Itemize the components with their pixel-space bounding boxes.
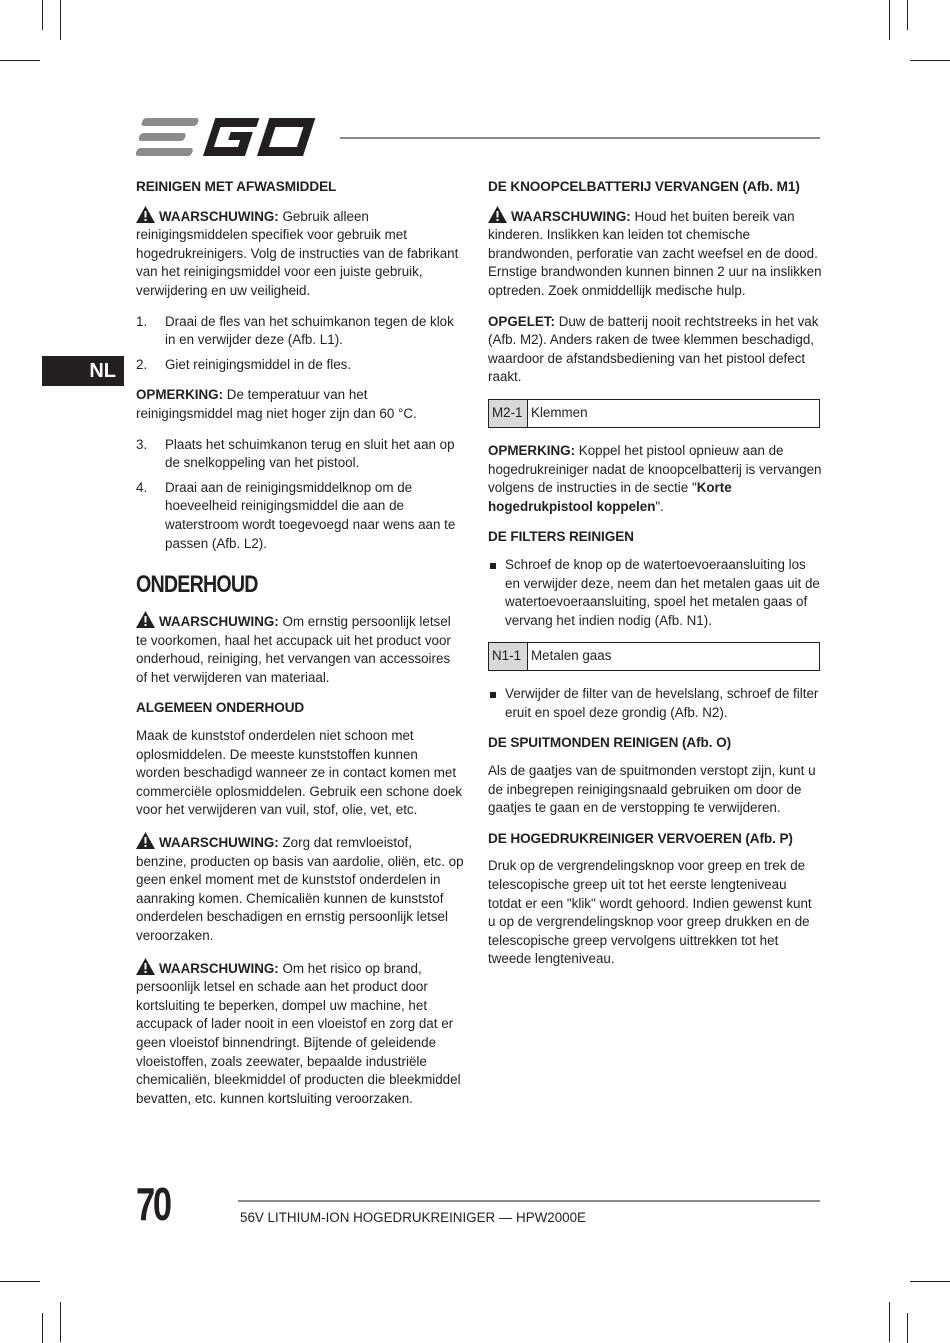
body-paragraph: Maak de kunststof onderdelen niet schoon met oplosmiddelen. De meeste kunststoffen kunnen worden beschadigd wanneer ze in contact komen met commerciële oplosmiddelen. Gebruik een schone doek voor het verwijderen van vuil, stof, olie, vet, etc.: [136, 728, 463, 818]
note-paragraph: [136, 386, 464, 423]
body-paragraph: Druk op de vergrendelingsknop voor greep en trek de telescopische greep uit tot het eerste lengteniveau totdat er een "klik" wordt gehoord. Indien gewenst kunt u op de vergrendelingsknop voor greep drukken en de telescopische greep vervolgens uittrekken tot het tweede lengteniveau.: [488, 858, 812, 967]
body-paragraph: Als de gaatjes van de spuitmonden verstopt zijn, kunt u de inbegrepen reinigingsnaald gebruiken om door de gaatjes te gaan en de verstopping te verwijderen.: [488, 763, 816, 816]
warning-paragraph: [136, 206, 464, 301]
note-text: Koppel het pistool opnieuw aan de hogedrukreiniger nadat de knoopcelbatterij is vervangen volgens de instructies in de sectie ": [488, 442, 822, 496]
warning-triangle-icon: [488, 206, 507, 223]
table-row: [489, 643, 820, 671]
crop-mark: [0, 60, 40, 61]
step-list: [136, 436, 464, 554]
caution-paragraph: [488, 313, 822, 387]
step-text: Draai de fles van het schuimkanon tegen de klok in en verwijder deze (Afb. L1).: [165, 313, 454, 348]
warning-text: Zorg dat remvloeistof, benzine, producten op basis van aardolie, oliën, etc. op geen enkel moment met de kunststof onderdelen in aanraking komen. Chemicaliën kunnen de kunststof onderdelen beschadigen en ernstig persoonlijk letsel veroorzaken.: [136, 835, 464, 943]
crop-mark: [60, 0, 61, 40]
legend-key: N1-1: [489, 643, 528, 671]
warning-label: WAARSCHUWING:: [159, 835, 279, 851]
legend-value: Klemmen: [528, 399, 820, 427]
list-item: [488, 556, 822, 630]
header-rule: [340, 137, 820, 139]
language-tab: NL: [42, 356, 124, 386]
table-row: [489, 399, 820, 427]
step-number: 2.: [136, 356, 148, 372]
step-number: 4.: [136, 479, 148, 495]
section-heading: DE HOGEDRUKREINIGER VERVOEREN (Afb. P): [488, 830, 793, 846]
warning-text: Om ernstig persoonlijk letsel te voorkomen, haal het accupack uit het product voor onderhoud, reiniging, het vervangen van accessoires of het verwijderen van materiaal.: [136, 614, 451, 685]
footer-rule: [238, 1200, 820, 1202]
warning-label: WAARSCHUWING:: [511, 208, 631, 224]
section-heading: REINIGEN MET AFWASMIDDEL: [136, 179, 337, 194]
note-label: OPMERKING:: [136, 387, 224, 403]
step-number: 1.: [136, 313, 148, 329]
section-heading: ALGEMEEN ONDERHOUD: [136, 700, 305, 716]
section-heading: DE KNOOPCELBATTERIJ VERVANGEN (Afb. M1): [488, 179, 800, 194]
note-end: ".: [655, 498, 664, 514]
warning-paragraph: [488, 206, 822, 301]
crop-mark: [907, 0, 908, 30]
warning-triangle-icon: [136, 206, 155, 223]
footer-title: 56V LITHIUM-ION HOGEDRUKREINIGER — HPW2000E: [240, 1210, 586, 1225]
crop-mark: [910, 60, 950, 61]
warning-text: Om het risico op brand, persoonlijk letsel en schade aan het product door kortsluiting te beperken, dompel uw machine, het accupack of lader nooit in een vloeistof en zorg dat er geen vloeistof binnendringt. Bijtende of geleidende vloeistoffen, zoals zeewater, bepaalde industriële chemicaliën, bleekmiddel of producten die bleekmiddel bevatten, etc. kunnen kortsluiting veroorzaken.: [136, 960, 461, 1106]
bullet-list: [488, 685, 822, 722]
crop-mark: [60, 1302, 61, 1342]
legend-value: Metalen gaas: [528, 643, 820, 671]
crop-mark: [907, 1313, 908, 1343]
warning-triangle-icon: [136, 611, 155, 628]
crop-mark: [0, 1281, 40, 1282]
caution-text: Duw de batterij nooit rechtstreeks in het vak (Afb. M2). Anders raken de twee klemmen beschadigd, waardoor de afstandsbediening van het pistool defect raakt.: [488, 313, 819, 385]
step-number: 3.: [136, 436, 148, 452]
crop-mark: [910, 1281, 950, 1282]
left-column: [136, 178, 464, 1120]
warning-paragraph: [136, 832, 464, 946]
note-text: De temperatuur van het reinigingsmiddel mag niet hoger zijn dan 60 °C.: [136, 387, 417, 421]
warning-text: Gebruik alleen reinigingsmiddelen specifiek voor gebruik met hogedrukreinigers. Volg de instructies van de fabrikant van het reinigingsmiddel voor een juiste gebruik, verwijdering en uw veiligheid.: [136, 208, 459, 298]
legend-table: [488, 399, 820, 428]
bullet-list: [488, 556, 822, 630]
list-item: [136, 313, 464, 350]
note-paragraph: [488, 442, 822, 516]
step-text: Plaats het schuimkanon terug en sluit het aan op de snelkoppeling van het pistool.: [165, 436, 455, 471]
bullet-square-icon: [490, 563, 496, 569]
list-item: [136, 479, 464, 553]
legend-table: [488, 642, 820, 671]
step-list: [136, 313, 464, 375]
section-heading: DE SPUITMONDEN REINIGEN (Afb. O): [488, 735, 732, 751]
caution-label: OPGELET:: [488, 313, 555, 329]
step-text: Draai aan de reinigingsmiddelknop om de hoeveelheid reinigingsmiddel die aan de waterstroom wordt toegevoegd naar wens aan te passen (Afb. L2).: [165, 479, 456, 551]
list-item: [136, 436, 464, 473]
crop-mark: [889, 0, 890, 40]
warning-label: WAARSCHUWING:: [159, 208, 279, 224]
step-text: Giet reinigingsmiddel in de fles.: [165, 356, 352, 372]
list-item: [136, 356, 464, 375]
warning-label: WAARSCHUWING:: [159, 614, 279, 630]
page-number: 70: [136, 1178, 170, 1230]
legend-key: M2-1: [489, 399, 528, 427]
chapter-heading: ONDERHOUD: [136, 571, 258, 599]
bullet-text: Verwijder de filter van de hevelslang, schroef de filter eruit en spoel deze grondig (Afb. N2).: [505, 686, 819, 720]
bullet-text: Schroef de knop op de watertoevoeraansluiting los en verwijder deze, neem dan het metalen gaas uit de watertoevoeraansluiting, spoel het metalen gaas of vervang het indien nodig (Afb. N1).: [505, 556, 820, 628]
warning-paragraph: [136, 611, 464, 687]
section-reference: Korte hogedrukpistool koppelen: [488, 480, 732, 514]
crop-mark: [889, 1302, 890, 1342]
warning-triangle-icon: [136, 832, 155, 849]
crop-mark: [42, 0, 43, 30]
ego-logo: [136, 116, 320, 158]
note-label: OPMERKING:: [488, 442, 576, 458]
warning-paragraph: [136, 958, 464, 1109]
section-heading: DE FILTERS REINIGEN: [488, 529, 634, 545]
right-column: [488, 178, 822, 981]
crop-mark: [42, 1313, 43, 1343]
warning-triangle-icon: [136, 958, 155, 975]
list-item: [488, 685, 822, 722]
bullet-square-icon: [490, 692, 496, 698]
warning-label: WAARSCHUWING:: [159, 960, 279, 976]
warning-text: Houd het buiten bereik van kinderen. Inslikken kan leiden tot chemische brandwonden, perforatie van zacht weefsel en de dood. Ernstige brandwonden kunnen binnen 2 uur na inslikken optreden. Zoek onmiddellijk medische hulp.: [488, 208, 822, 298]
